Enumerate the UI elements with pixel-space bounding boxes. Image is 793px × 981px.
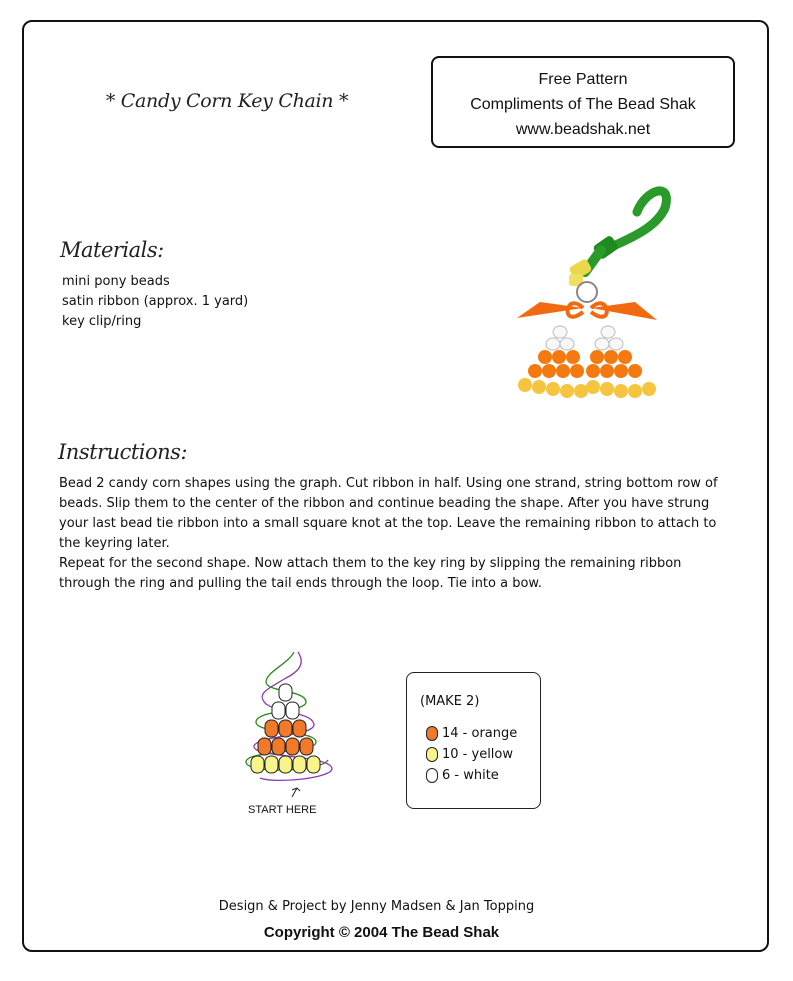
bead-yellow <box>307 756 320 773</box>
promo-line-free-pattern: Free Pattern <box>538 71 628 88</box>
bead-white <box>272 702 285 719</box>
bead-yellow <box>293 756 306 773</box>
legend-label: 10 - yellow <box>442 747 513 762</box>
bead-orange <box>293 720 306 737</box>
promo-line-website[interactable]: www.beadshak.net <box>515 121 651 138</box>
page-title: * Candy Corn Key Chain * <box>105 90 349 112</box>
bead-swatch-icon <box>426 726 438 741</box>
bead-swatch-icon <box>426 747 438 762</box>
start-arrow-icon <box>292 788 300 797</box>
design-credit: Design & Project by Jenny Madsen & Jan Topping <box>218 899 535 914</box>
legend-item-yellow <box>426 747 513 762</box>
materials-heading: Materials: <box>60 238 164 262</box>
start-here-label: START HERE <box>248 804 317 816</box>
bead-legend <box>406 672 541 809</box>
list-item: mini pony beads <box>62 274 170 289</box>
list-item: key clip/ring <box>62 314 142 329</box>
bead-swatch-icon <box>426 768 438 783</box>
materials-list <box>62 272 248 332</box>
bead-orange <box>300 738 313 755</box>
promo-box <box>431 56 735 148</box>
bead-white <box>286 702 299 719</box>
make-quantity: (MAKE 2) <box>420 694 480 709</box>
legend-label: 14 - orange <box>442 726 518 741</box>
legend-item-orange <box>426 726 517 741</box>
instructions-paragraph: Bead 2 candy corn shapes using the graph. Cut ribbon in half. Using one strand, string bottom row of beads. Slip them to the center of the ribbon and continue beading the shape. After you have strung your last bead tie ribbon into a small square knot at the top. Leave the remaining ribbon to attach to the keyring later. <box>59 476 718 551</box>
bead-graph <box>236 650 346 800</box>
bead-yellow <box>265 756 278 773</box>
instructions-paragraph: Repeat for the second shape. Now attach them to the key ring by slipping the remaining ribbon through the ring and pulling the tail ends through the loop. Tie into a bow. <box>59 556 682 591</box>
copyright: Copyright © 2004 The Bead Shak <box>263 924 500 941</box>
bead-orange <box>272 738 285 755</box>
bead-yellow <box>279 756 292 773</box>
bead-orange <box>265 720 278 737</box>
bead-yellow <box>251 756 264 773</box>
bead-orange <box>258 738 271 755</box>
list-item: satin ribbon (approx. 1 yard) <box>62 294 249 309</box>
legend-label: 6 - white <box>442 768 499 783</box>
bead-orange <box>279 720 292 737</box>
promo-line-compliments: Compliments of The Bead Shak <box>470 96 696 113</box>
bead-orange <box>286 738 299 755</box>
instructions-heading: Instructions: <box>58 440 188 464</box>
bead-white <box>279 684 292 701</box>
keychain-photo <box>505 180 690 415</box>
instructions-text <box>59 474 729 594</box>
legend-item-white <box>426 768 499 783</box>
